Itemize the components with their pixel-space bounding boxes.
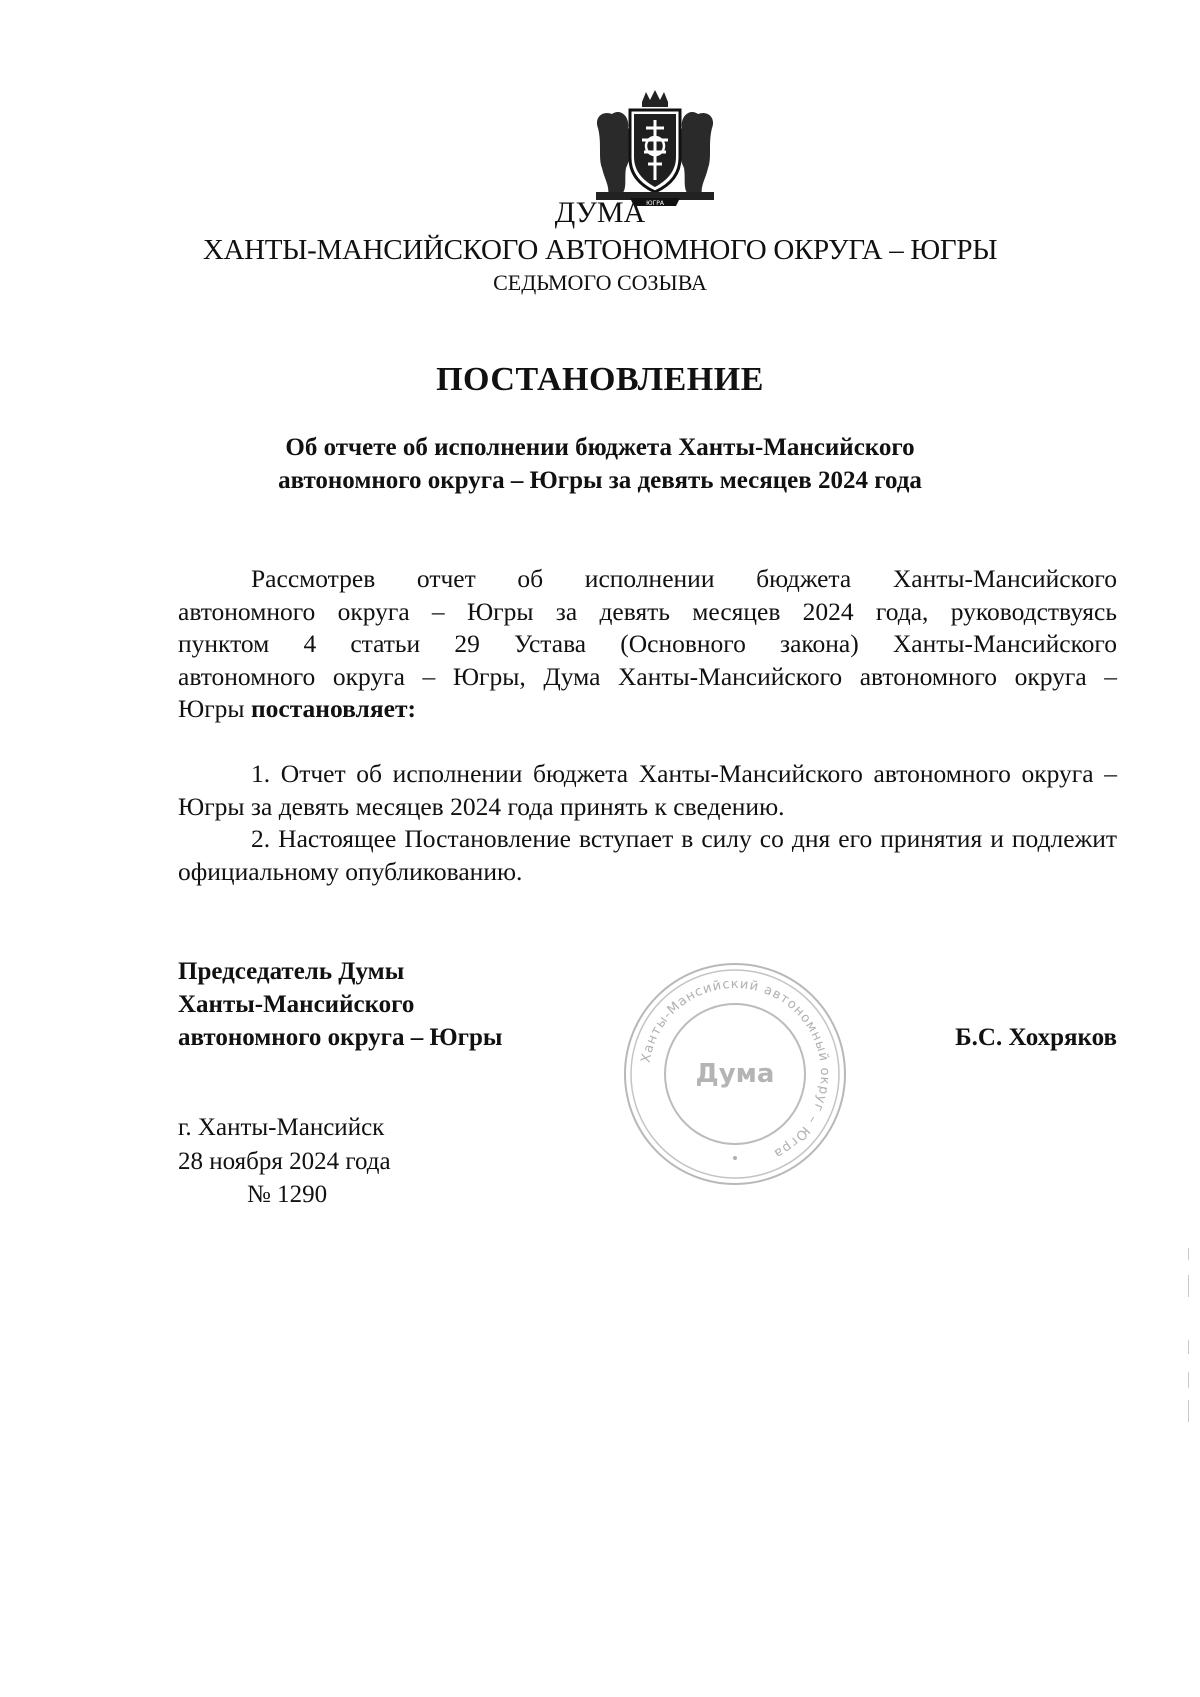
scan-mark xyxy=(1188,1400,1189,1422)
preamble-line-1: Рассмотрев отчет об исполнении бюджета Ханты-Мансийского xyxy=(251,564,1117,593)
preamble-line-5-text: Югры xyxy=(178,694,251,723)
document-number: № 1290 xyxy=(247,1181,328,1208)
document-type-heading: ПОСТАНОВЛЕНИЕ xyxy=(436,361,764,398)
subject-line-1: Об отчете об исполнении бюджета Ханты-Мансийского xyxy=(285,434,915,461)
coat-of-arms-icon xyxy=(590,88,720,210)
resolution-item-1: 1. Отчет об исполнении бюджета Ханты-Мансийского автономного округа – Югры за девять месяцев 2024 года принять к сведению. xyxy=(178,759,1117,821)
place-of-adoption: г. Ханты-Мансийск xyxy=(178,1114,385,1141)
emblem-ribbon-label: ЮГРА xyxy=(646,200,664,207)
convocation-label: СЕДЬМОГО СОЗЫВА xyxy=(493,270,707,295)
date-of-adoption: 28 ноября 2024 года xyxy=(178,1148,391,1175)
okrug-title: ХАНТЫ-МАНСИЙСКОГО АВТОНОМНОГО ОКРУГА – ЮГРЫ xyxy=(202,234,998,266)
scan-mark xyxy=(1188,1248,1189,1260)
signatory-position-line-2: Ханты-Мансийского xyxy=(178,991,415,1018)
resolves-keyword: постановляет: xyxy=(250,694,416,723)
stamp-ring-text: Ханты-Мансийский автономный округ – Югра xyxy=(638,976,833,1162)
scan-mark xyxy=(1188,1340,1189,1354)
signatory-position xyxy=(178,955,502,1054)
preamble-line-5 xyxy=(178,693,1117,726)
preamble-line-2: автономного округа – Югры за девять месяцев 2024 года, руководствуясь xyxy=(178,596,1117,626)
preamble-line-4: автономного округа – Югры, Дума Ханты-Мансийского автономного округа – xyxy=(178,661,1117,691)
resolution-item-2: 2. Настоящее Постановление вступает в силу со дня его принятия и подлежит официальному опубликованию. xyxy=(178,824,1117,886)
scan-mark xyxy=(1188,1275,1189,1297)
stamp-seal-icon xyxy=(621,960,849,1188)
stamp-center-text: Дума xyxy=(695,1059,775,1089)
scan-mark xyxy=(1188,1372,1189,1388)
subject-line-2: автономного округа – Югры за девять месяцев 2024 года xyxy=(278,467,922,494)
duma-title: ДУМА xyxy=(554,196,646,229)
signatory-name: Б.С. Хохряков xyxy=(955,1024,1117,1051)
signatory-position-line-1: Председатель Думы xyxy=(178,958,405,985)
signatory-position-line-3: автономного округа – Югры xyxy=(178,1024,503,1051)
preamble-paragraph xyxy=(178,563,1117,726)
preamble-line-3: пунктом 4 статьи 29 Устава (Основного закона) Ханты-Мансийского xyxy=(178,629,1117,658)
